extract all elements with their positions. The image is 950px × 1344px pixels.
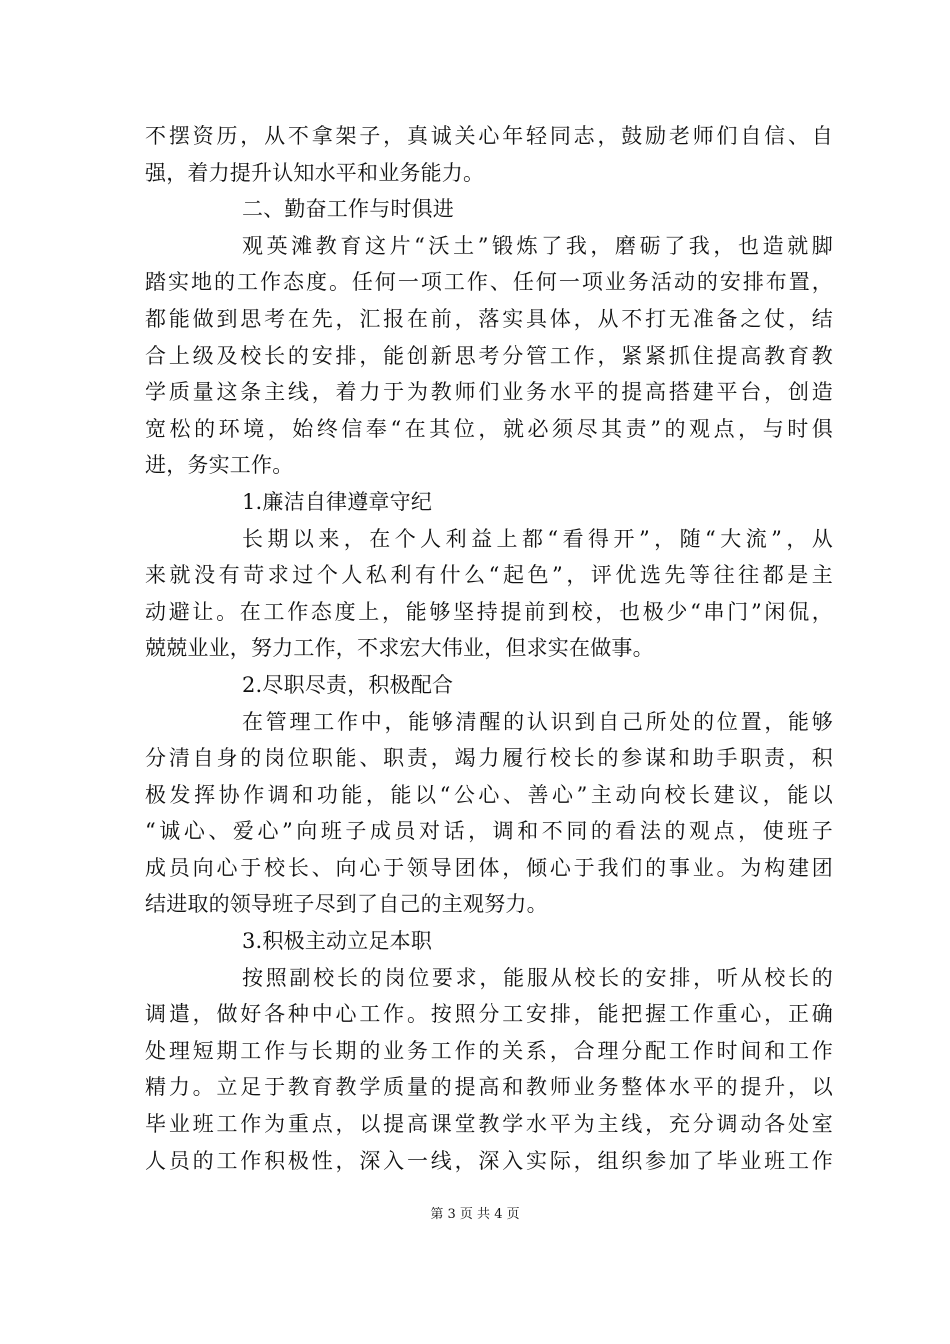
subsection-heading: 2.尽职尽责，积极配合 (242, 672, 454, 697)
text-line: 人员的工作积极性，深入一线，深入实际，组织参加了毕业班工作 (145, 1148, 833, 1173)
section-heading: 二、勤奋工作与时俱进 (242, 197, 454, 222)
text-line: 不摆资历，从不拿架子，真诚关心年轻同志，鼓励老师们自信、自 (145, 124, 833, 148)
subsection-heading: 1.廉洁自律遵章守纪 (242, 489, 433, 514)
text-line: 学质量这条主线，着力于为教师们业务水平的提高搭建平台，创造 (145, 380, 833, 405)
text-line: 分清自身的岗位职能、职责，竭力履行校长的参谋和助手职责，积 (145, 746, 833, 771)
text-line: 极发挥协作调和功能，能以“公心、善心”主动向校长建议，能以 (145, 782, 833, 807)
document-body (145, 118, 833, 1179)
text-line: “诚心、爱心”向班子成员对话，调和不同的看法的观点，使班子 (145, 819, 833, 844)
text-line: 兢兢业业，努力工作，不求宏大伟业，但求实在做事。 (145, 636, 654, 661)
text-line: 毕业班工作为重点，以提高课堂教学水平为主线，充分调动各处室 (145, 1112, 833, 1137)
text-line: 动避让。在工作态度上，能够坚持提前到校，也极少“串门”闲侃， (145, 599, 833, 624)
text-line: 观英滩教育这片“沃土”锻炼了我，磨砺了我，也造就脚 (242, 233, 833, 258)
text-line: 来就没有苛求过个人私利有什么“起色”，评优选先等往往都是主 (145, 563, 833, 588)
text-line: 成员向心于校长、向心于领导团体，倾心于我们的事业。为构建团 (145, 855, 833, 880)
page-number: 第 3 页 共 4 页 (430, 1207, 520, 1222)
text-line: 长期以来，在个人利益上都“看得开”，随“大流”，从 (242, 526, 833, 551)
text-line: 进，务实工作。 (145, 453, 294, 478)
text-line: 宽松的环境，始终信奉“在其位，就必须尽其责”的观点，与时俱 (145, 416, 833, 441)
text-line: 合上级及校长的安排，能创新思考分管工作，紧紧抓住提高教育教 (145, 343, 833, 368)
text-line: 处理短期工作与长期的业务工作的关系，合理分配工作时间和工作 (145, 1038, 833, 1063)
text-line: 在管理工作中，能够清醒的认识到自己所处的位置，能够 (242, 709, 833, 734)
text-line: 调遣，做好各种中心工作。按照分工安排，能把握工作重心，正确 (145, 1002, 833, 1027)
subsection-heading: 3.积极主动立足本职 (242, 929, 433, 954)
text-line: 踏实地的工作态度。任何一项工作、任何一项业务活动的安排布置， (145, 270, 833, 295)
text-line: 精力。立足于教育教学质量的提高和教师业务整体水平的提升，以 (145, 1075, 833, 1100)
text-line: 按照副校长的岗位要求，能服从校长的安排，听从校长的 (242, 965, 833, 990)
text-line: 强，着力提升认知水平和业务能力。 (145, 160, 485, 185)
text-line: 结进取的领导班子尽到了自己的主观努力。 (145, 892, 548, 917)
text-line: 都能做到思考在先，汇报在前，落实具体，从不打无准备之仗，结 (145, 306, 833, 331)
